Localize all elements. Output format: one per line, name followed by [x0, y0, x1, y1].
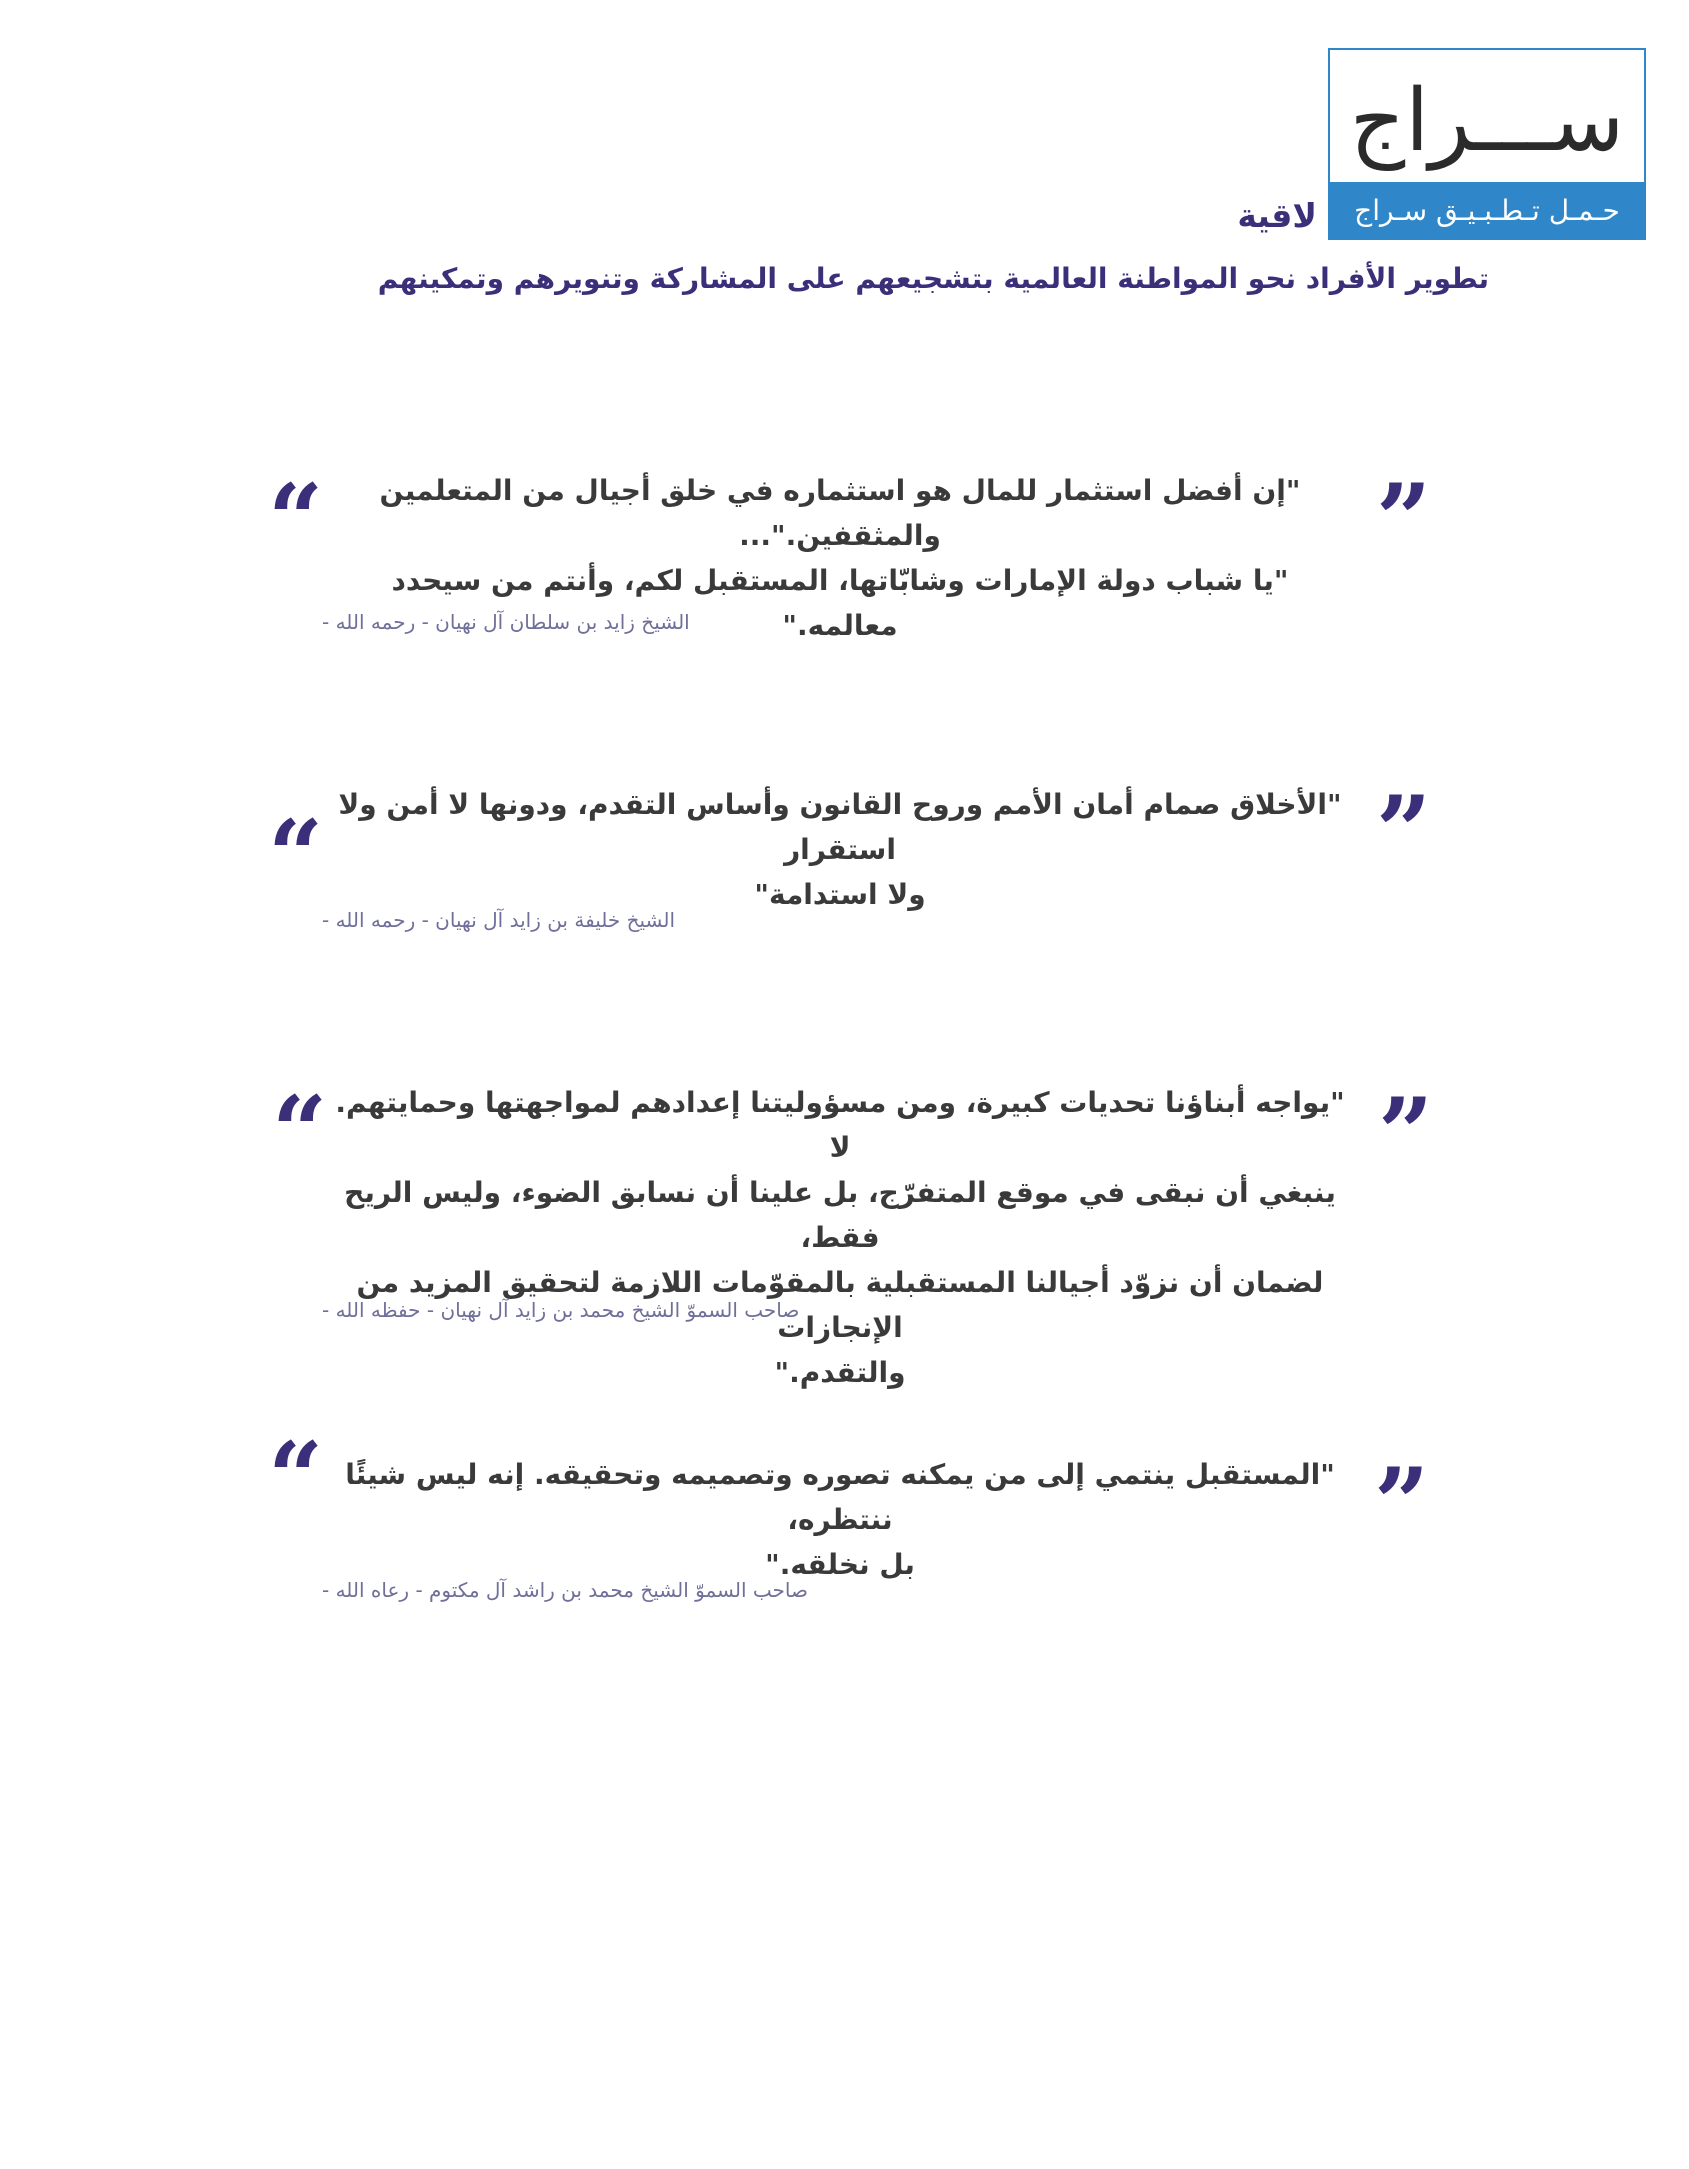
quote-line: "يا شباب دولة الإمارات وشابّاتها، المستقبل لكم، وأنتم من سيحدد معالمه." [391, 564, 1289, 642]
close-quote-icon: ” [1374, 1447, 1430, 1560]
quote-author: الشيخ خليفة بن زايد آل نهيان - رحمه الله - [322, 908, 676, 932]
siraj-logo[interactable] [1328, 48, 1646, 240]
quote-author: صاحب السموّ الشيخ محمد بن راشد آل مكتوم - رعاه الله - [322, 1578, 808, 1602]
quote-line: "المستقبل ينتمي إلى من يمكنه تصوره وتصميمه وتحقيقه. إنه ليس شيئًا ننتظره، [345, 1458, 1335, 1536]
quote-line: ينبغي أن نبقى في موقع المتفرّج، بل علينا أن نسابق الضوء، وليس الريح فقط، [344, 1176, 1336, 1254]
open-quote-icon: “ [268, 1421, 324, 1534]
quote-line: ولا استدامة" [754, 878, 926, 911]
close-quote-icon: ” [1378, 1077, 1434, 1190]
quote-line: والتقدم." [774, 1356, 906, 1389]
open-quote-icon: “ [268, 799, 324, 912]
open-quote-icon: “ [268, 463, 324, 576]
close-quote-icon: ” [1376, 775, 1432, 888]
quote-line: "الأخلاق صمام أمان الأمم وروح القانون وأساس التقدم، ودونها لا أمن ولا استقرار [338, 788, 1342, 866]
quote-text [330, 782, 1350, 917]
logo-word: ســـراج [1349, 71, 1625, 171]
quote-text [330, 1452, 1350, 1587]
close-quote-icon: ” [1376, 463, 1432, 576]
quote-line: "يواجه أبناؤنا تحديات كبيرة، ومن مسؤوليتنا إعدادهم لمواجهتها وحمايتهم. لا [335, 1086, 1345, 1164]
quote-author: الشيخ زايد بن سلطان آل نهيان - رحمه الله - [322, 610, 690, 634]
open-quote-icon: “ [272, 1075, 328, 1188]
quote-line: "إن أفضل استثمار للمال هو استثماره في خلق أجيال من المتعلمين والمثقفين."... [379, 474, 1301, 552]
quote-author: صاحب السموّ الشيخ محمد بن زايد آل نهيان - حفظه الله - [322, 1298, 800, 1322]
quote-line: لضمان أن نزوّد أجيالنا المستقبلية بالمقوّمات اللازمة لتحقيق المزيد من الإنجازات [356, 1266, 1324, 1344]
quote-text [330, 1080, 1350, 1395]
logo-tagline[interactable]: حـمـل تـطـبـيـق سـراج [1330, 182, 1644, 238]
page-heading: لاقية [1237, 196, 1317, 235]
page-subtitle: تطوير الأفراد نحو المواطنة العالمية بتشجيعهم على المشاركة وتنويرهم وتمكينهم [377, 262, 1489, 295]
quote-line: بل نخلقه." [765, 1548, 915, 1581]
